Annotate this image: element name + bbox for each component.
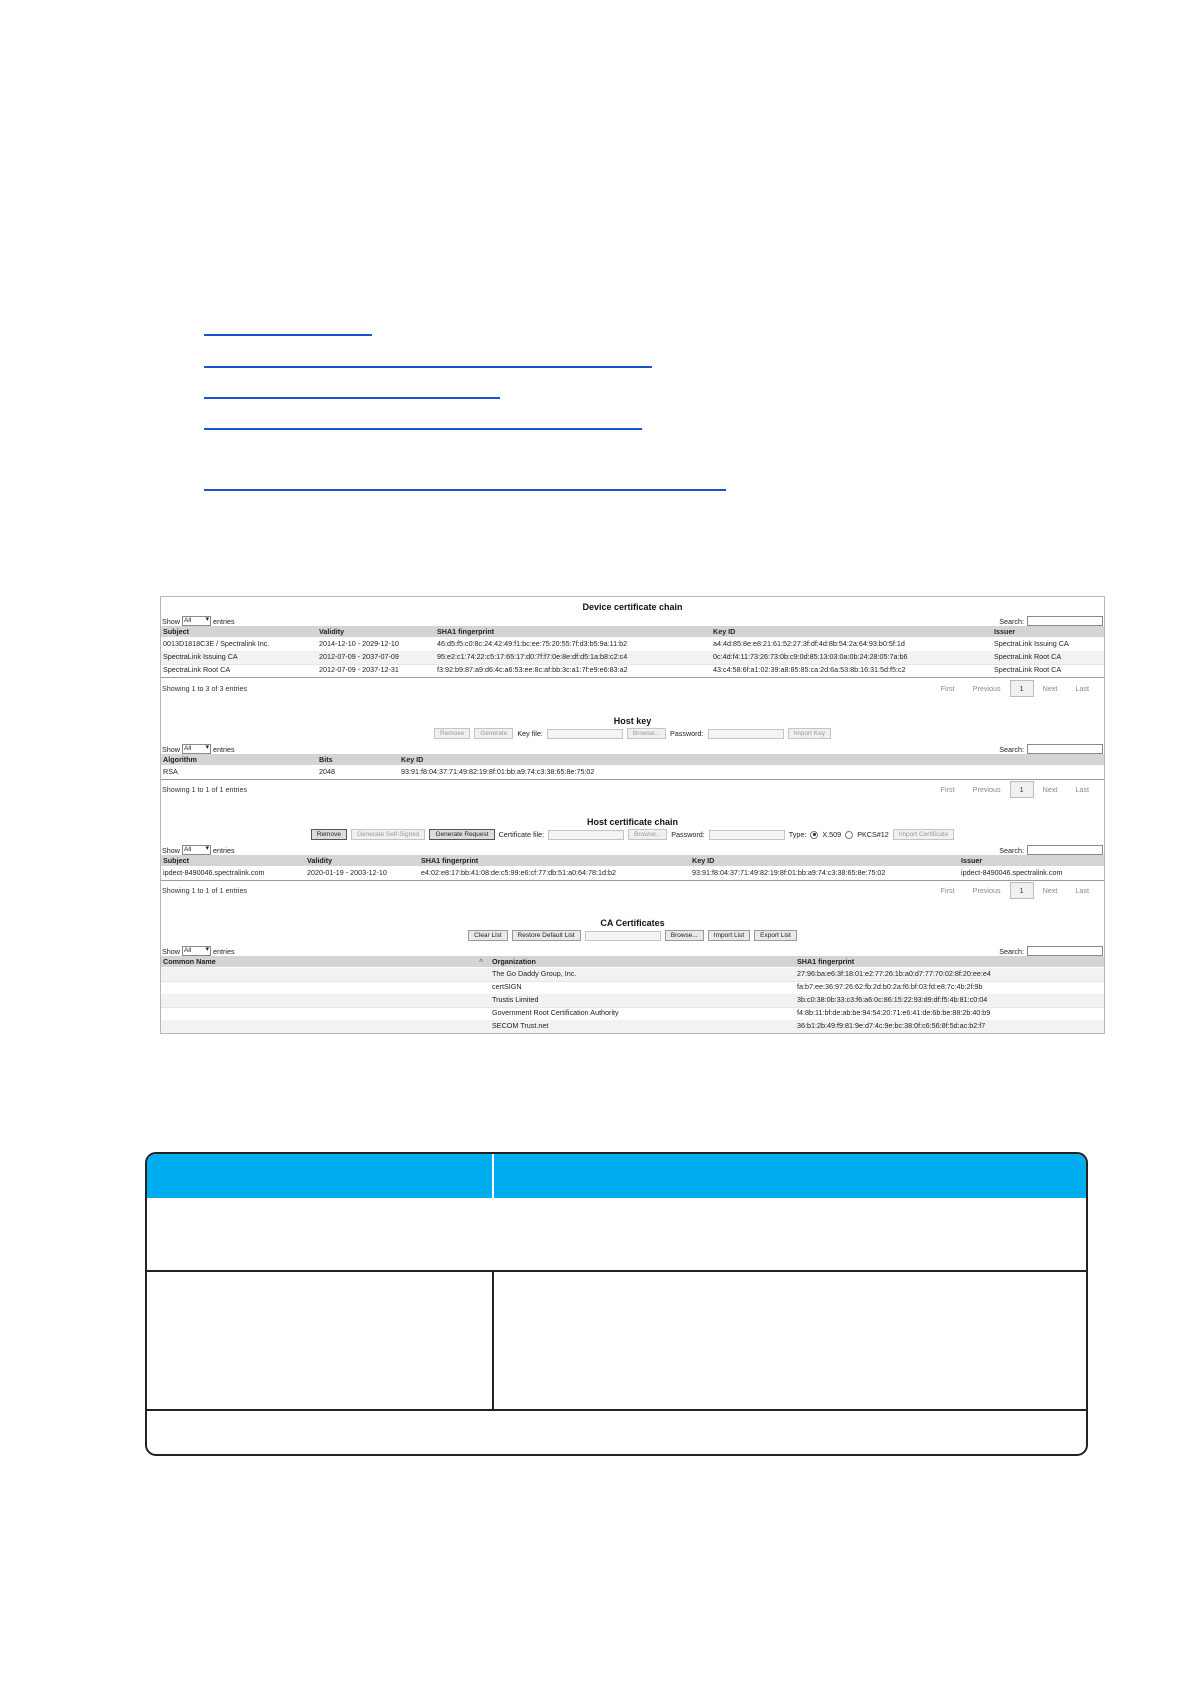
link-1[interactable] [204,334,372,336]
host-key-search-input[interactable] [1027,744,1103,754]
pager-last[interactable]: Last [1075,785,1089,794]
col-bits[interactable]: Bits [319,755,333,764]
col-keyid[interactable]: Key ID [692,856,715,865]
pager-next[interactable]: Next [1042,785,1058,794]
col-common-name[interactable]: Common Name [163,957,216,966]
ca-certs-title: CA Certificates [600,918,665,928]
ca-show-entries: Show All ▾ entries [162,946,235,956]
pager-first[interactable]: First [940,684,955,693]
pager-previous[interactable]: Previous [972,785,1001,794]
pager-page[interactable]: 1 [1010,781,1034,798]
key-password-input[interactable] [708,729,784,739]
row-divider [147,1409,1086,1411]
table-row: RSA 2048 93:91:f8:04:37:71:49:82:19:8f:01:bb:a9:74:c3:38:65:8e:75:02 [161,766,1104,780]
pager-page[interactable]: 1 [1010,680,1034,697]
import-certificate-button[interactable]: Import Certificate [893,829,955,840]
col-keyid[interactable]: Key ID [713,627,736,636]
host-key-table-header [161,754,1104,765]
device-search: Search: [999,616,1103,626]
pager-next[interactable]: Next [1042,684,1058,693]
generate-request-button[interactable]: Generate Request [429,829,494,840]
link-5[interactable] [204,489,726,491]
host-key-show-entries: Show All ▾ entries [162,744,235,754]
host-chain-toolbar [161,829,1104,840]
col-sha1[interactable]: SHA1 fingerprint [421,856,479,865]
key-browse-button[interactable]: Browse... [627,728,666,739]
table-row: SpectraLink Issuing CA 2012-07-09 - 2037-07-09 95:e2:c1:74:22:c5:17:65:17:d0:7f:f7:0e:8e:df:d5:1a:b8:c2:c4 0c:4d:f4:11:73:26:73:0b:c9:0d:85:13:03:0a:0b:24:28:05:7a:b6 SpectraLink Root CA [161,651,1104,665]
cert-browse-button[interactable]: Browse... [628,829,667,840]
host-chain-search-input[interactable] [1027,845,1103,855]
key-password-label: Password: [670,729,704,738]
ca-search-input[interactable] [1027,946,1103,956]
host-key-entries-select[interactable]: All ▾ [182,744,211,754]
host-key-title: Host key [613,716,652,726]
col-sha1[interactable]: SHA1 fingerprint [797,957,855,966]
host-chain-remove-button[interactable]: Remove [311,829,347,840]
table-row: Trustis Limited 3b:c0:38:0b:33:c3:f6:a6:0c:86:15:22:93:d9:df:f5:4b:81:c0:04 [161,994,1104,1008]
col-algorithm[interactable]: Algorithm [163,755,197,764]
pager-previous[interactable]: Previous [972,886,1001,895]
key-file-label: Key file: [517,729,543,738]
host-key-search: Search: [999,744,1103,754]
col-validity[interactable]: Validity [307,856,333,865]
type-label: Type: [788,830,807,839]
link-2[interactable] [204,366,652,368]
table-row: Government Root Certification Authority f4:8b:11:bf:de:ab:be:94:54:20:71:e6:41:de:6b:be:88:2b:40:b9 [161,1007,1104,1021]
device-info: Showing 1 to 3 of 3 entries [162,684,248,693]
export-list-button[interactable]: Export List [754,930,797,941]
x509-radio[interactable] [810,831,818,839]
pkcs12-label: PKCS#12 [857,830,889,839]
column-divider [492,1270,494,1409]
table-row: ipdect-8490046.spectralink.com 2020-01-19 - 2003-12-10 e4:02:e8:17:bb:41:08:de:c5:99:e6:cf:77:db:51:a0:64:78:1d:b2 93:91:f8:04:37:71:49:82:19:8f:01:bb:a9:74:c3:38:65:8e:75:02 ipdect-8490046.spectralink.com [161,867,1104,881]
host-chain-info: Showing 1 to 1 of 1 entries [162,886,248,895]
import-list-button[interactable]: Import List [708,930,750,941]
device-show-entries: Show All ▾ entries [162,616,235,626]
ca-browse-button[interactable]: Browse... [665,930,704,941]
key-file-input[interactable] [547,729,623,739]
link-3[interactable] [204,397,500,399]
host-key-remove-button[interactable]: Remove [434,728,470,739]
table-row: certSIGN fa:b7:ee:36:97:26:62:fb:2d:b0:2a:f6:bf:03:fd:e8:7c:4b:2f:9b [161,981,1104,995]
pager-first[interactable]: First [940,886,955,895]
cert-password-label: Password: [671,830,705,839]
pager-first[interactable]: First [940,785,955,794]
pager-page[interactable]: 1 [1010,882,1034,899]
col-subject[interactable]: Subject [163,856,189,865]
table-row: SpectraLink Root CA 2012-07-09 - 2037-12-31 f3:92:b9:87:a9:d6:4c:a6:53:ee:8c:af:bb:3c:a1:7f:e9:e6:83:a2 43:c4:58:6f:a1:02:39:a8:85:85:ca:2d:6a:53:8b:16:31:5d:f5:c2 SpectraLink Root CA [161,664,1104,678]
pager-last[interactable]: Last [1075,886,1089,895]
cert-file-label: Certificate file: [498,830,545,839]
certificates-screenshot [160,596,1105,1034]
cert-password-input[interactable] [709,830,785,840]
pkcs12-radio[interactable] [845,831,853,839]
pager-next[interactable]: Next [1042,886,1058,895]
device-search-input[interactable] [1027,616,1103,626]
table-row: The Go Daddy Group, Inc. 27:96:ba:e6:3f:18:01:e2:77:26:1b:a0:d7:77:70:02:8f:20:ee:e4 [161,968,1104,982]
col-organization[interactable]: Organization [492,957,536,966]
clear-list-button[interactable]: Clear List [468,930,507,941]
col-issuer[interactable]: Issuer [994,627,1016,636]
ca-table-header [161,956,1104,967]
link-4[interactable] [204,428,642,430]
ca-search: Search: [999,946,1103,956]
col-sha1[interactable]: SHA1 fingerprint [437,627,495,636]
ca-certs-toolbar [161,930,1104,941]
host-key-pager [932,781,1098,798]
info-table-header [147,1154,1086,1198]
generate-self-signed-button[interactable]: Generate Self-Signed [351,829,426,840]
device-table-header [161,626,1104,637]
host-chain-pager [932,882,1098,899]
host-chain-show-entries: Show All ▾ entries [162,845,235,855]
col-validity[interactable]: Validity [319,627,345,636]
col-subject[interactable]: Subject [163,627,189,636]
col-issuer[interactable]: Issuer [961,856,983,865]
pager-last[interactable]: Last [1075,684,1089,693]
restore-default-list-button[interactable]: Restore Default List [512,930,581,941]
device-pager [932,680,1098,697]
pager-previous[interactable]: Previous [972,684,1001,693]
host-chain-title: Host certificate chain [586,817,679,827]
host-key-info: Showing 1 to 1 of 1 entries [162,785,248,794]
table-row: SECOM Trust.net 36:b1:2b:49:f9:81:9e:d7:4c:9e:bc:38:0f:c6:56:8f:5d:ac:b2:f7 [161,1020,1104,1034]
import-key-button[interactable]: Import Key [788,728,831,739]
info-table [145,1152,1088,1456]
row-divider [147,1270,1086,1272]
host-key-toolbar [161,728,1104,739]
header-divider [492,1154,494,1198]
x509-label: X.509 [822,830,842,839]
host-key-generate-button[interactable]: Generate [474,728,513,739]
table-row: 0013D1818C3E / Spectralink Inc. 2014-12-10 - 2029-12-10 46:d5:f5:c0:8c:24:42:49:f1:bc:ee:75:20:55:7f:d3:b5:9a:11:b2 a4:4d:85:8e:e8:21:61:52:27:3f:df:4d:8b:54:2a:64:93:b0:5f:1d SpectraLink Issuing CA [161,638,1104,652]
device-chain-title: Device certificate chain [582,602,683,612]
device-entries-select[interactable]: All ▾ [182,616,211,626]
cert-file-input[interactable] [548,830,624,840]
col-keyid[interactable]: Key ID [401,755,424,764]
sort-indicator-icon: ^ [479,957,484,966]
ca-entries-select[interactable]: All ▾ [182,946,211,956]
host-chain-search: Search: [999,845,1103,855]
host-chain-table-header [161,855,1104,866]
host-chain-entries-select[interactable]: All ▾ [182,845,211,855]
ca-file-input[interactable] [585,931,661,941]
